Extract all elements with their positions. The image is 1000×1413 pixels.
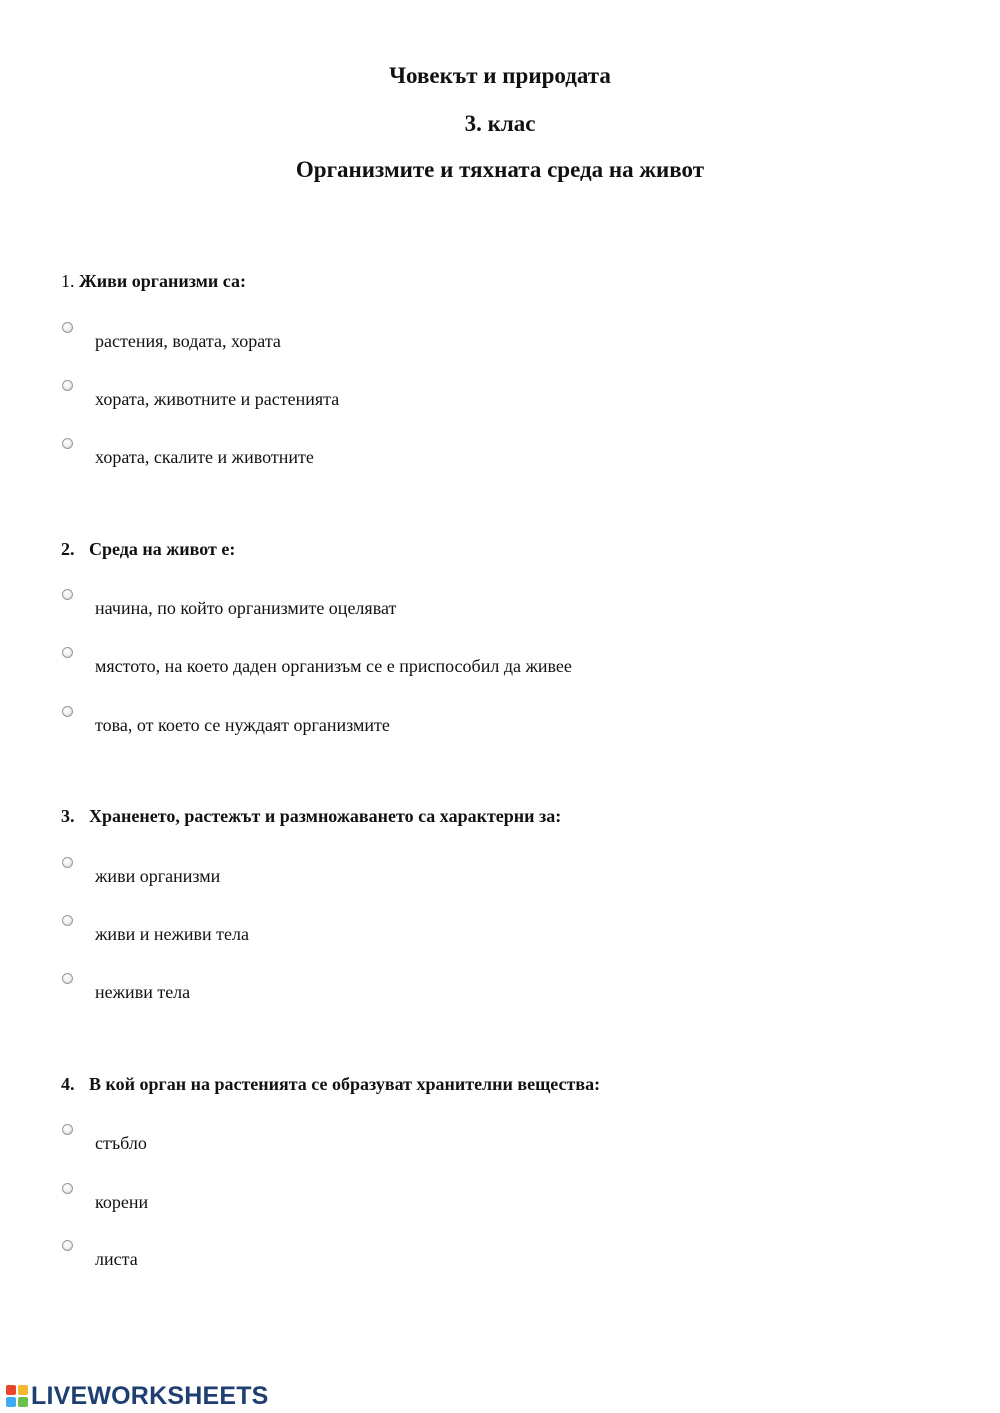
liveworksheets-logo: [6, 1381, 269, 1411]
option-label: хората, скалите и животните: [95, 447, 314, 467]
question-3-option-3[interactable]: [62, 973, 762, 1003]
option-label: растения, водата, хората: [95, 331, 281, 351]
question-text: Живи организми са:: [79, 271, 247, 291]
question-4-option-3[interactable]: [62, 1240, 762, 1270]
option-label: живи организми: [95, 866, 221, 886]
question-text: В кой орган на растенията се образуват хранителни вещества:: [89, 1074, 601, 1094]
topic-title: Организмите и тяхната среда на живот: [295, 157, 705, 182]
radio-button[interactable]: [62, 857, 73, 868]
grade-title: 3. клас: [464, 111, 536, 136]
question-text: Среда на живот е:: [89, 539, 236, 559]
question-number: 4.: [61, 1074, 75, 1094]
radio-button[interactable]: [62, 438, 73, 449]
question-number: 2.: [61, 539, 75, 559]
logo-blocks-icon: [6, 1385, 28, 1407]
radio-button[interactable]: [62, 647, 73, 658]
option-label: стъбло: [95, 1133, 147, 1153]
logo-block: [18, 1385, 28, 1395]
option-label: неживи тела: [95, 982, 191, 1002]
question-text: Храненето, растежът и размножаването са характерни за:: [89, 806, 562, 826]
radio-button[interactable]: [62, 973, 73, 984]
radio-button[interactable]: [62, 706, 73, 717]
question-1-option-2[interactable]: [62, 380, 762, 410]
question-2: [61, 538, 235, 560]
question-4-option-2[interactable]: [62, 1183, 762, 1213]
question-number: 1.: [61, 271, 75, 291]
question-2-option-3[interactable]: [62, 706, 762, 736]
option-label: това, от което се нуждаят организмите: [95, 715, 390, 735]
logo-block: [6, 1397, 16, 1407]
radio-button[interactable]: [62, 1183, 73, 1194]
radio-button[interactable]: [62, 380, 73, 391]
radio-button[interactable]: [62, 589, 73, 600]
question-1-option-3[interactable]: [62, 438, 762, 468]
question-3-option-2[interactable]: [62, 915, 762, 945]
option-label: хората, животните и растенията: [95, 389, 340, 409]
option-label: живи и неживи тела: [95, 924, 249, 944]
subject-title: Човекът и природата: [389, 63, 611, 88]
option-label: листа: [95, 1249, 138, 1269]
option-label: корени: [95, 1192, 149, 1212]
question-3-option-1[interactable]: [62, 857, 762, 887]
question-number: 3.: [61, 806, 75, 826]
radio-button[interactable]: [62, 1124, 73, 1135]
question-2-option-2[interactable]: [62, 647, 762, 677]
radio-button[interactable]: [62, 1240, 73, 1251]
logo-block: [18, 1397, 28, 1407]
option-label: начина, по който организмите оцеляват: [95, 598, 397, 618]
logo-text: LIVEWORKSHEETS: [31, 1381, 269, 1410]
question-4-option-1[interactable]: [62, 1124, 762, 1154]
logo-block: [6, 1385, 16, 1395]
radio-button[interactable]: [62, 915, 73, 926]
question-3: [61, 805, 561, 827]
question-2-option-1[interactable]: [62, 589, 762, 619]
radio-button[interactable]: [62, 322, 73, 333]
question-1: [61, 270, 246, 292]
question-1-option-1[interactable]: [62, 322, 762, 352]
option-label: мястото, на което даден организъм се е приспособил да живее: [95, 656, 572, 676]
question-4: [61, 1073, 600, 1095]
